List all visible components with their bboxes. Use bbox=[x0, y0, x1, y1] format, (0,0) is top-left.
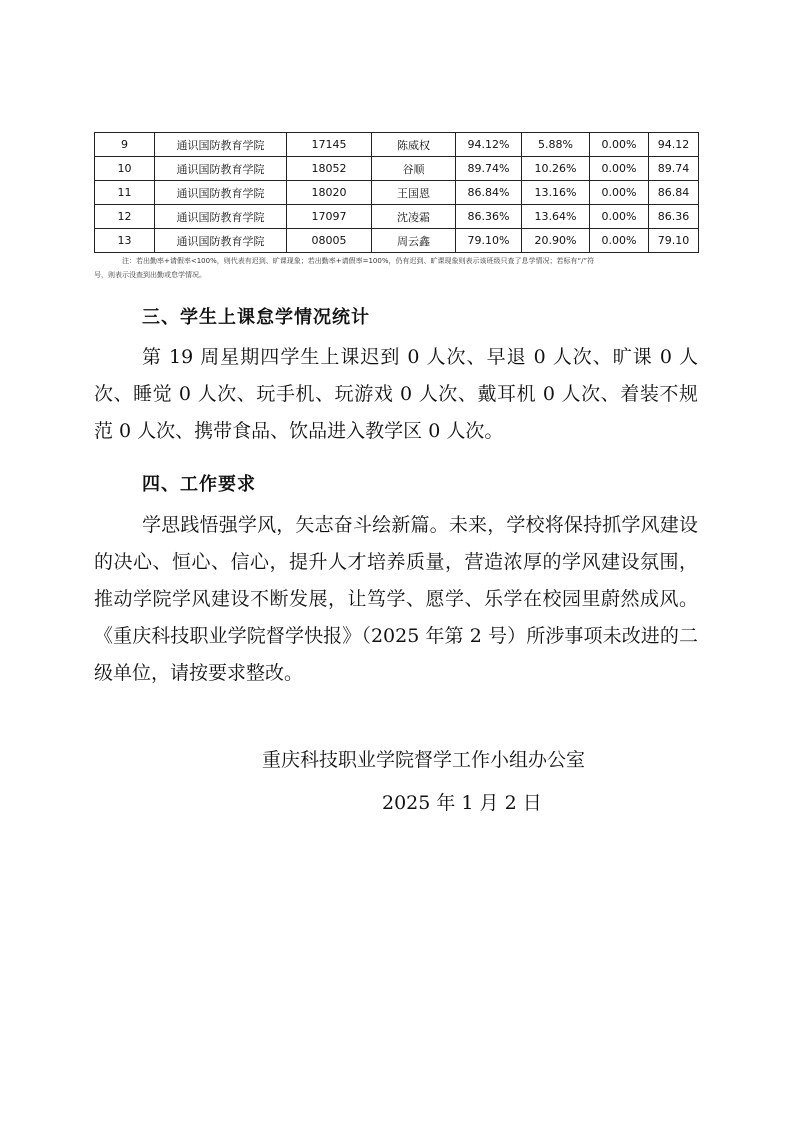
table-cell: 通识国防教育学院 bbox=[155, 181, 287, 205]
table-cell: 0.00% bbox=[590, 229, 649, 253]
table-note-line-2: 号，则表示没查到出勤或怠学情况。 bbox=[94, 271, 206, 279]
table-cell: 89.74 bbox=[649, 157, 699, 181]
table-cell: 17097 bbox=[287, 205, 372, 229]
table-cell: 通识国防教育学院 bbox=[155, 157, 287, 181]
table-cell: 9 bbox=[95, 133, 155, 157]
attendance-table bbox=[94, 132, 698, 253]
table-cell: 周云鑫 bbox=[372, 229, 456, 253]
table-cell: 89.74% bbox=[456, 157, 522, 181]
table-note bbox=[94, 252, 698, 284]
table-cell: 13.64% bbox=[522, 205, 590, 229]
table-cell: 17145 bbox=[287, 133, 372, 157]
table-cell: 0.00% bbox=[590, 133, 649, 157]
table-cell: 20.90% bbox=[522, 229, 590, 253]
section-3-text: 第 19 周星期四学生上课迟到 0 人次、早退 0 人次、旷课 0 人次、睡觉 0 人次、玩手机、玩游戏 0 人次、戴耳机 0 人次、着装不规范 0 人次、携带食品、饮品进入教学区 0 人次。 bbox=[94, 346, 698, 442]
table-cell: 11 bbox=[95, 181, 155, 205]
table-cell: 12 bbox=[95, 205, 155, 229]
signature-date: 2025 年 1 月 2 日 bbox=[382, 792, 542, 814]
table-cell: 79.10 bbox=[649, 229, 699, 253]
table-cell: 5.88% bbox=[522, 133, 590, 157]
table-row bbox=[95, 157, 699, 181]
table-cell: 86.36% bbox=[456, 205, 522, 229]
table-cell: 沈凌霜 bbox=[372, 205, 456, 229]
table-cell: 08005 bbox=[287, 229, 372, 253]
section-3-heading: 三、学生上课怠学情况统计 bbox=[142, 307, 370, 328]
table-cell: 10.26% bbox=[522, 157, 590, 181]
section-4-text: 学思践悟强学风，矢志奋斗绘新篇。未来，学校将保持抓学风建设的决心、恒心、信心，提升人才培养质量，营造浓厚的学风建设氛围，推动学院学风建设不断发展，让笃学、愿学、乐学在校园里蔚然成风。《重庆科技职业学院督学快报》（2025 年第 2 号）所涉事项未改进的二级单位，请按要求整改。 bbox=[94, 514, 698, 684]
table-cell: 通识国防教育学院 bbox=[155, 205, 287, 229]
table-cell: 94.12% bbox=[456, 133, 522, 157]
table-cell: 86.84 bbox=[649, 181, 699, 205]
table-cell: 79.10% bbox=[456, 229, 522, 253]
table-cell: 18020 bbox=[287, 181, 372, 205]
table-cell: 通识国防教育学院 bbox=[155, 229, 287, 253]
table-cell: 10 bbox=[95, 157, 155, 181]
table-row bbox=[95, 181, 699, 205]
table-cell: 94.12 bbox=[649, 133, 699, 157]
table-row bbox=[95, 229, 699, 253]
table-cell: 86.84% bbox=[456, 181, 522, 205]
table-cell: 通识国防教育学院 bbox=[155, 133, 287, 157]
table-cell: 13.16% bbox=[522, 181, 590, 205]
table-cell: 王国恩 bbox=[372, 181, 456, 205]
section-4-heading: 四、工作要求 bbox=[142, 474, 256, 495]
table-cell: 0.00% bbox=[590, 157, 649, 181]
signature-org: 重庆科技职业学院督学工作小组办公室 bbox=[262, 749, 586, 771]
table-cell: 陈威权 bbox=[372, 133, 456, 157]
table-cell: 18052 bbox=[287, 157, 372, 181]
table-cell: 谷顺 bbox=[372, 157, 456, 181]
table-cell: 0.00% bbox=[590, 205, 649, 229]
table-note-line-1: 注：若出勤率+请假率<100%，则代表有迟到、旷课现象；若出勤率+请假率=100%，仍有迟到、旷课现象则表示该班级只查了息学情况；若标有“/”符 bbox=[122, 257, 595, 265]
table-cell: 0.00% bbox=[590, 181, 649, 205]
table-cell: 13 bbox=[95, 229, 155, 253]
table-row bbox=[95, 205, 699, 229]
table-row bbox=[95, 133, 699, 157]
table-cell: 86.36 bbox=[649, 205, 699, 229]
